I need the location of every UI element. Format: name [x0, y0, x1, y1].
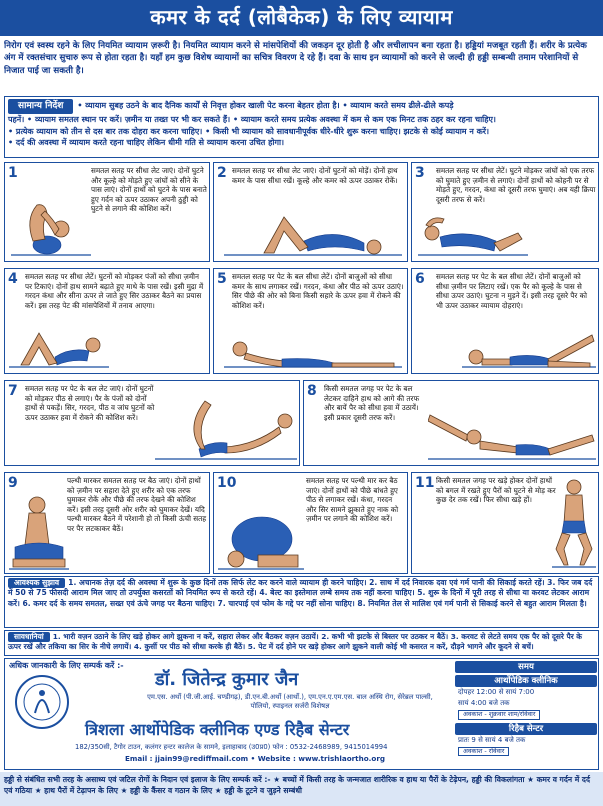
caution-heading: सावधानियां	[8, 632, 50, 642]
exercise-figure	[11, 189, 91, 259]
email-website: Email : jjain99@rediffmail.com • Website : www.trishlaortho.org	[125, 754, 386, 763]
doctor-qualifications: एम.एस. अर्थो (पी.जी.आई. चण्डीगढ़), डी.एन.बी.अर्थो (आर्थो.), एम.एन.ए.एम.एस. बाल अस्थि रोग, सेरेब्रल पाल्सी, पोलियो, स्पाइनल सर्जरी विशेषज्ञ	[147, 693, 433, 711]
tips-section	[4, 576, 599, 628]
exercise-text: समतल सतह पर सीधा लेट जाएं। दोनों घुटनों को मोड़ें। दोनों हाथ कमर के पास सीधा रखें। कूल्हे और कमर को ऊपर उठाकर रोकें।	[232, 166, 398, 185]
exercise-figure	[552, 479, 596, 571]
exercise-figure	[9, 321, 109, 371]
exercise-text: समतल सतह पर सीधा लेटें। घुटनों को मोड़कर पंजों को सीधा ज़मीन पर टिकाएं। दोनों हाथ सामने बढ़ाते हुए माथे के पास रखें। इसी मुद्रा में गरदन कंधा और सीना ऊपर ले जाते हुए सिर उठाकर बैठने का प्रयास करें। इस तरह पेट की मांसपेशियों में तनाव आएगा।	[25, 272, 204, 310]
general-instructions	[4, 96, 599, 158]
ortho-closed: अवकाश - शुक्रवार शाम/रविवार	[458, 710, 540, 720]
exercise-text: समतल सतह पर पेट के बल सीधा लेटें। दोनों बाजुओं को सीधा कमर के साथ लगाकर रखें। गरदन, कंधा और पीठ को ऊपर उठाएं। सिर पीछे की ओर को बिना किसी सहारे के ऊपर हवा में रोकने की कोशिश करें।	[232, 272, 404, 310]
doctor-name: डॉ. जितेन्द्र कुमार जैन	[155, 669, 299, 690]
ortho-time-2: सायं 4:00 बजे तक	[458, 699, 510, 708]
exercise-text: किसी समतल जगह पर खड़े होकर दोनों हाथों को बगल में रखते हुए पैरों को घुटने से मोड़ कर कुछ देर तक रखें। फिर सीधा खड़े हों।	[436, 476, 556, 504]
instruction-line: • दर्द की अवस्था में व्यायाम करते रहना चाहिए लेकिन धीमी गति से व्यायाम करना उचित होगा।	[8, 138, 285, 148]
exercise-figure	[224, 335, 402, 371]
exercise-text: समतल सतह पर पल्थी मार कर बैठ जाएं। दोनों हाथों को पीछे बांधते हुए पीठ से लगाकर रखें। कंधा, गरदन और सिर सामने झुकाते हुए नाक को ज़मीन पर लगाने की कोशिश करें।	[306, 476, 399, 523]
exercise-text: समतल सतह पर सीधा लेट जाएं। दोनों घुटने और कूल्हे को मोड़ते हुए जांघों को सीने के पास लाएं। दोनों हाथों को घुटने के पास बनाते हुए गर्दन को ऊपर उठाकर अपनी ठुड्डी को घुटने से लगाने की कोशिश करें।	[91, 166, 207, 213]
exercise-number: 5	[217, 271, 227, 287]
exercise-text: समतल सतह पर पेट के बल लेट जाएं। दोनों घुटनों को मोड़कर पीठ से लगाएं। पैर के पंजों को दोनों हाथों से पकड़ें। सिर, गरदन, पीठ व जांघ घुटनों को ऊपर उठाकर हवा में रोकने की कोशिश करें।	[25, 384, 155, 422]
exercise-card-3	[411, 162, 599, 262]
exercise-figure	[428, 395, 596, 463]
exercise-text: समतल सतह पर पेट के बल सीधा लेटें। दोनों बाजुओं को सीधा ज़मीन पर लिटाए रखें। एक पैर को कूल्हे के पास से सीधा ऊपर उठाएं। घुटना न मुड़ने दें। इसी तरह दूसरे पैर को भी ऊपर उठाकर व्यायाम दोहराएं।	[436, 272, 587, 310]
instruction-line: • प्रत्येक व्यायाम को तीन से दस बार तक दोहरा कर करना चाहिए। • किसी भी व्यायाम को सावधानीपूर्वक धीरे-धीरे शुरू करना चाहिए। झटके से कोई व्यायाम न करें।	[8, 126, 490, 136]
exercise-figure	[155, 387, 297, 463]
exercise-text: समतल सतह पर सीधा लेटें। घुटने मोड़कर जांघों को एक तरफ को घुमाते हुए ज़मीन से लगाएं। दोनों हाथों को कोहनी पर से मोड़ते हुए, गरदन, कंधा को दूसरी तरफ घुमाएं। अब यही क्रिया दूसरी तरफ से करें।	[436, 166, 596, 204]
instruction-line: • व्यायाम सुबह उठने के बाद दैनिक कार्यों से निवृत्त होकर खाली पेट करना बेहतर होता है। • व्यायाम करते समय ढीले-ढीले कपड़े	[77, 101, 454, 110]
exercise-card-7	[4, 380, 300, 466]
caution-section	[4, 630, 599, 656]
ortho-time-1: दोपहर 12:00 से सायं 7:00	[458, 688, 535, 697]
rehab-heading: रिहैब सेन्टर	[455, 723, 597, 735]
rehab-time: प्रातः 9 से सायं 4 बजे तक	[458, 735, 526, 744]
exercise-number: 6	[415, 271, 425, 287]
exercise-number: 2	[217, 165, 227, 181]
timing-box	[455, 661, 597, 769]
exercise-card-9	[4, 472, 210, 574]
exercise-number: 4	[8, 271, 18, 287]
instruction-line: पहनें। • व्यायाम समतल स्थान पर करें। ज़मीन या तख्त पर भी कर सकते हैं। • व्यायाम करते समय प्रत्येक अवस्था में कम से कम एक मिनट तक ठहर कर रहना चाहिए।	[8, 115, 496, 125]
instructions-heading: सामान्य निर्देश	[8, 99, 73, 114]
caution-text: 1. भारी वज़न उठाने के लिए खड़े होकर आगे झुकना न करें, सहारा लेकर और बैठकर वज़न उठायें। 2. कभी भी झटके से बिस्तर पर उठकर न बैठें। 3. करवट से लेटते समय एक पैर को दूसरे पैर के ऊपर रखें और तकिया का सिर के नीचे लगायें। 4. कुर्सी पर पीठ को सीधा करके ही बैठें। 5. पेट में दर्द होने पर खड़े होकर आगे झुकने वाली कोई भी कसरत न करें, दौड़ने भागने और कूदने से बचें।	[8, 632, 582, 651]
tips-text: 1. अचानक तेज़ दर्द की अवस्था में शुरू के कुछ दिनों तक सिर्फ लेट कर करने वाले व्यायाम ही करने चाहिए। 2. साथ में दर्द निवारक दवा एवं गर्म पानी की सिकाई करते रहें। 3. फिर जब दर्द में 50 से 75 फीसदी आराम मिल जाए तो उपर्युक्त कसरतों को नियमित रूप से करते रहें। 4. बेल्ट का इस्तेमाल लम्बे समय तक नहीं करना चाहिए। 5. शुरू के दिनों में पूरी तरह से सीधा या करवट लेटकर आराम करें। 6. कमर दर्द के समय समतल, सख्त एवं ऊंचे जगह पर बैठना चाहिए। 7. चारपाई एवं फोम के गद्दे पर नहीं सोना चाहिए। 8. नियमित तेल से मालिश एवं गर्म पानी से सिकाई करने से बहुत आराम मिलता है।	[8, 578, 593, 608]
exercise-grid	[4, 162, 599, 574]
contact-section	[4, 658, 599, 770]
exercise-card-1	[4, 162, 210, 262]
exercise-figure	[9, 495, 69, 573]
exercise-card-11	[411, 472, 599, 574]
exercise-text: किसी समतल जगह पर पेट के बल लेटकर दाहिने हाथ को आगे की तरफ और बायें पैर को सीधा हवा में उठायें। इसी प्रकार दूसरी तरफ करें।	[324, 384, 420, 422]
contact-lead: अधिक जानकारी के लिए सम्पर्क करें :-	[9, 661, 124, 670]
footer-services: हड्डी से संबंधित सभी तरह के असाध्य एवं जटिल रोगों के निदान एवं इलाज के लिए सम्पर्क करें :- ★ बच्चों में किसी तरह के जन्मजात शारीरिक व हाथ या पैरों के टेढ़ेपन, हड्डी की विकलांगता ★ कमर व गर्दन में दर्द एवं गठिया ★ हाथ पैरों में टेढ़ापन के लिए ★ हड्डी के कैंसर व गठान के लिए ★ हड्डी के टूटने व जुड़ने सम्बंधी	[0, 772, 603, 806]
exercise-card-8	[303, 380, 599, 466]
exercise-figure	[462, 329, 596, 371]
exercise-number: 9	[8, 475, 18, 491]
time-label: समय	[455, 661, 597, 673]
tips-heading: आवश्यक सुझाव	[8, 578, 65, 588]
exercise-number: 7	[8, 383, 18, 399]
ortho-clinic-heading: आर्थोपेडिक क्लीनिक	[455, 675, 597, 687]
exercise-card-4	[4, 268, 210, 374]
clinic-name: त्रिशला आर्थोपेडिक क्लीनिक एण्ड रिहैब सेन्टर	[85, 720, 350, 739]
clinic-address: 182/350सी, टैगोर टाउन, कलंगर हन्टर कालेज के सामने, इलाहाबाद (उ0प्र0) फोन : 0532-2468989, 9415014994	[75, 743, 388, 751]
exercise-number: 8	[307, 383, 317, 399]
clinic-logo-icon	[13, 673, 71, 731]
rehab-closed: अवकाश - रविवार	[458, 747, 509, 757]
exercise-card-6	[411, 268, 599, 374]
exercise-card-5	[213, 268, 408, 374]
exercise-number: 3	[415, 165, 425, 181]
exercise-card-10	[213, 472, 408, 574]
exercise-number: 11	[415, 475, 435, 491]
exercise-text: पल्थी मारकर समतल सतह पर बैठ जाएं। दोनों हाथों को ज़मीन पर सहारा देते हुए शरीर को एक तरफ घुमाकर रोकें और पीछे की तरफ देखने की कोशिश करें। इसी तरह दूसरी ओर शरीर को घुमाकर देखें। यदि पल्थी मारकर बैठने में परेशानी हो तो किसी ऊंची सतह पर पैर लटकाकर बैठें।	[67, 476, 207, 533]
exercise-number: 1	[8, 165, 18, 181]
exercise-number: 10	[217, 475, 237, 491]
exercise-figure	[418, 203, 528, 259]
exercise-figure	[218, 499, 304, 573]
exercise-figure	[224, 207, 402, 259]
poster-title: कमर के दर्द (लोबैकेक) के लिए व्यायाम	[0, 0, 603, 36]
exercise-card-2	[213, 162, 408, 262]
intro-paragraph: निरोग एवं स्वस्थ रहने के लिए नियमित व्यायाम ज़रूरी है। नियमित व्यायाम करने से मांसपेशियों की जकड़न दूर होती है और लचीलापन बना रहता है। हड्डियां मजबूत रहती हैं। शरीर के प्रत्येक अंग में रक्तसंचार सुचारु रूप से होता रहता है। यहाँ हम कुछ विशेष व्यायामों का सचित्र विवरण दे रहे हैं। दवा के साथ इन व्यायामों को करने से जल्दी ही हड्डी सम्बन्धी तमाम परेशानियों से निजात पाई जा सकती है।	[4, 41, 587, 76]
